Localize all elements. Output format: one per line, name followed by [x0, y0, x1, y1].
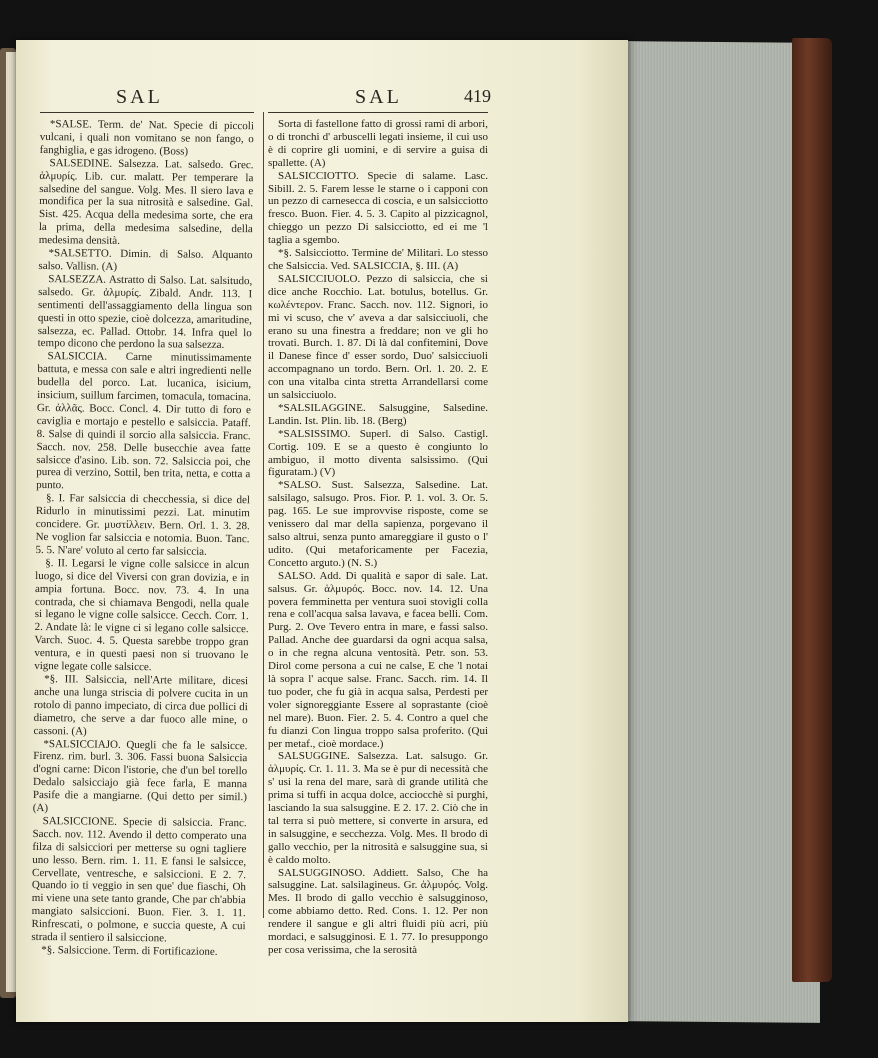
entry-salsissimo: *SALSISSIMO. Superl. di Salso. Castigl. Cortig. 109. E se a questo è congiunto lo ambiguo, il motto diventa salsissimo. (Qui figuratam.) (V) [268, 427, 488, 479]
entry-salsiccia-s2: §. II. Legarsi le vigne colle salsicce in alcun luogo, si dice del Viversi con gran dovizia, e in ampia fortuna. Bocc. nov. 73. 4. In una contrada, che si chiamava Bengodi, nella quale si legano le vigne colle salsicce. Cecch. Corr. 1. 2. Andate là: le vigne ci si legano colle salsicce. Varch. Suoc. 4. 5. Questa sarebbe troppo gran ventura, e in questi paesi non si truovano le vigne legate colle salsicce. [34, 556, 250, 674]
entry-salsiccia-s3: *§. III. Salsiccia, nell'Arte militare, dicesi anche una lunga striscia di polvere cucita in un rotolo di panno impeciato, di circa due pollici di diametro, che serve a dar fuoco alle mine, o cassoni. (A) [33, 673, 249, 738]
entry-salsilaggine: *SALSILAGGINE. Salsuggine, Salsedine. Landin. Ist. Plin. lib. 18. (Berg) [268, 401, 488, 427]
entry-salsuggine: SALSUGGINE. Salsezza. Lat. salsugo. Gr. ἁλμυρίς. Cr. 1. 11. 3. Ma se è pur di necessità che s' usi la rena del mare, sarà di grande utilità che prima si tuffi in acqua dolce, acciocchè si purghi, lasciando la sua salsuggine. E 2. 17. 2. Ciò che in tal terra si può mettere, si converte in arsura, ed in salsuggine, e secchezza. Volg. Mes. Il brodo di gallo vecchio, per la nitrosità e salsuggine sua, si è caldo molto. [268, 750, 488, 866]
page-number: 419 [464, 86, 491, 106]
entry-salso-sust: *SALSO. Sust. Salsezza, Salsedine. Lat. salsilago, salsugo. Pros. Fior. P. 1. vol. 3. Or. 5. pag. 165. Le sue improvvise risposte, come se venissero dal mar della sapienza, porgevano il salso altrui, senza punto amareggiare il gusto o l' udito. (Qui metaforicamente per Facezia, Concetto arguto.) (N. S.) [268, 479, 488, 569]
entry-salsiccione-s: *§. Salsiccione. Term. di Fortificazione. [41, 944, 218, 958]
entry-salsiccia-s1: §. I. Far salsiccia di checchessia, si dice del Ridurlo in minutissimi pezzi. Lat. minutim concidere. Gr. μυστίλλειν. Bern. Orl. 1. 3. 28. Ne voglion far salsiccia e notomia. Buon. Tanc. 5. 5. N'are' voluto al certo far salsiccia. [35, 492, 251, 558]
entry-salsugginoso: SALSUGGINOSO. Addiett. Salso, Che ha salsuggine. Lat. salsilagineus. Gr. ἁλμυρός. Volg. Mes. Il brodo di gallo vecchio è salsugginoso, come abbiamo detto. Red. Cons. 1. 12. Per non rendere il sangue e gli altri fluidi più acri, più mordaci, e salsugginosi. E 1. 77. Io presuppongo per cosa verissima, che la serosità [268, 866, 488, 956]
entry-salsiccia: SALSICCIA. Carne minutissimamente battuta, e messa con sale e altri ingredienti nelle budella del porco. Lat. lucanica, isicium, insicium, suillum farcimen, tomacula, tomacina. Gr. ἀλλᾶς. Bocc. Concl. 4. Dir tutto di foro e caviglia e mortajo e pestello e salsiccia. Pataff. 8. Salse di quindi il sorcio alla salsiccia. Franc. Sacch. nov. 258. Delle busecchie avea fatte salsicce d'asino. Lib. son. 72. Salsiccia poi, che purea di verzino, Sottil, ben trita, netta, e cotta a punto. [36, 350, 252, 492]
entry-salsicciotto: SALSICCIOTTO. Specie di salame. Lasc. Sibill. 2. 5. Farem lesse le starne o i capponi con un pezzo di carnesecca di coscia, e un salsicciotto fresco. Buon. Fier. 4. 5. 3. Capito al pizzicagnol, chieggo un pezzo Di salsicciotto, ed ei me 'l taglia a sgembo. [268, 169, 488, 247]
left-column [31, 118, 254, 959]
entry-salsicciuolo: SALSICCIUOLO. Pezzo di salsiccia, che si dice anche Rocchio. Lat. botulus, botellus. Gr. κωλέντερον. Franc. Sacch. nov. 112. Signori, io mi vi scuso, che v' aveva a dar salsicciuoli, che erano su una finestra a freddare; non ve gli ho trovati. Burch. 1. 87. Di là dal confitemini, Dove il Danese fince d' esser sordo, Duo' salsicciuoli accompagnano un tordo. Bern. Orl. 1. 20. 2. E con una vitalba cinta stretta Arrandellarsi come un salsicciuolo. [268, 272, 488, 402]
running-head-left: SAL [116, 86, 163, 108]
header-rule-left [40, 112, 254, 113]
running-head-right: SAL [355, 86, 402, 108]
entry-salsicciajo: *SALSICCIAJO. Quegli che fa le salsicce. Firenz. rim. burl. 3. 306. Fassi buona Salsiccia d'ogni carne: Dicon l'istorie, che d'un bel torello Dedalo salsicciajo già fece farla, E manna Pasife die a mangiarne. (Qui detto per simil.) (A) [32, 737, 248, 815]
right-cover-spine [792, 38, 832, 982]
page-fore-edge [610, 41, 820, 1023]
column-divider [263, 112, 264, 918]
entry-salsezza: SALSEZZA. Astratto di Salso. Lat. salsitudo, salsedo. Gr. ἁλμυρίς. Zibald. Andr. 113. I sentimenti dell'assaggiamento della lingua son questi in otto spezie, cioè dolcezza, amaritudine, salsezza, ec. Pallad. Ottobr. 14. Infra quel lo tempo dicono che perdono la sua salsezza. [37, 272, 253, 352]
entry-salsiccione: SALSICCIONE. Specie di salsiccia. Franc. Sacch. nov. 112. Avendo il detto comperato una filza di salsicciori per metterse su ogni tagliere uno lesso. Bern. rim. 1. 11. E fansi le salsicce, Cervellate, ventresche, e salsiccioni. E 2. 7. Quando io ti veggio in sen que' due fiaschi, Oh mi viene una sete tanto grande, Che par ch'abbia mangiato salsiccioni. Buon. Fier. 3. 1. 11. Rinfrescati, o polmone, e succia queste, A cui strada il sentiero il salsiccione. [31, 815, 247, 945]
entry-salse: *SALSE. Term. de' Nat. Specie di piccoli vulcani, i quali non vomitano se non fango, o fanghiglia, e gas idrogeno. (Boss) [39, 118, 254, 158]
header-rule-right [268, 112, 488, 113]
entry-salsicciotto-s: *§. Salsicciotto. Termine de' Militari. Lo stesso che Salsiccia. Ved. SALSICCIA, §. III. (A) [268, 247, 488, 272]
entry-continuation: Sorta di fastellone fatto di grossi rami di arbori, o di tronchi d' arbuscelli legati insieme, il cui uso è di coprire gli uomini, e di servire a guisa di spallette. (A) [268, 118, 488, 169]
entry-salsedine: SALSEDINE. Salsezza. Lat. salsedo. Grec. ἁλμυρίς. Lib. cur. malatt. Per temperare la salsedine del sangue. Volg. Mes. Il siero lava e mondifica per la sua nitrosità e salsedine. Gal. Sist. 425. Acqua della medesima sorte, che era la prima, della medesima salsedine, della medesima densità. [38, 156, 254, 248]
entry-salso-add: SALSO. Add. Di qualità e sapor di sale. Lat. salsus. Gr. ἁλμυρός. Bocc. nov. 14. 12. Una povera femminetta per ventura suoi stovigli colla rena e coll'acqua salsa lavava, e facea belli. Com. Purg. 2. Ove Tevero entra in mare, e fassi salso. Pallad. Anche dee guardarsi da ogni acqua salsa, o in che regna alcuna ventosità. Petr. son. 53. Dirol come persona a cui ne calse, E che 'l notai là sopra l' acque salse. Franc. Sacch. rim. 14. Il tuo poder, che fu già in acqua salsa, Perdesti per voler signoreggiante Essere al soprastante (cioè nel mare). Buon. Fier. 2. 5. 4. Contro a quel che fu dianzi Con lingua troppo salsa proferito. (Qui per metaf., cioè mordace.) [268, 569, 488, 750]
right-column [268, 118, 488, 957]
entry-salsetto: *SALSETTO. Dimin. di Salso. Alquanto salso. Vallisn. (A) [38, 247, 253, 273]
